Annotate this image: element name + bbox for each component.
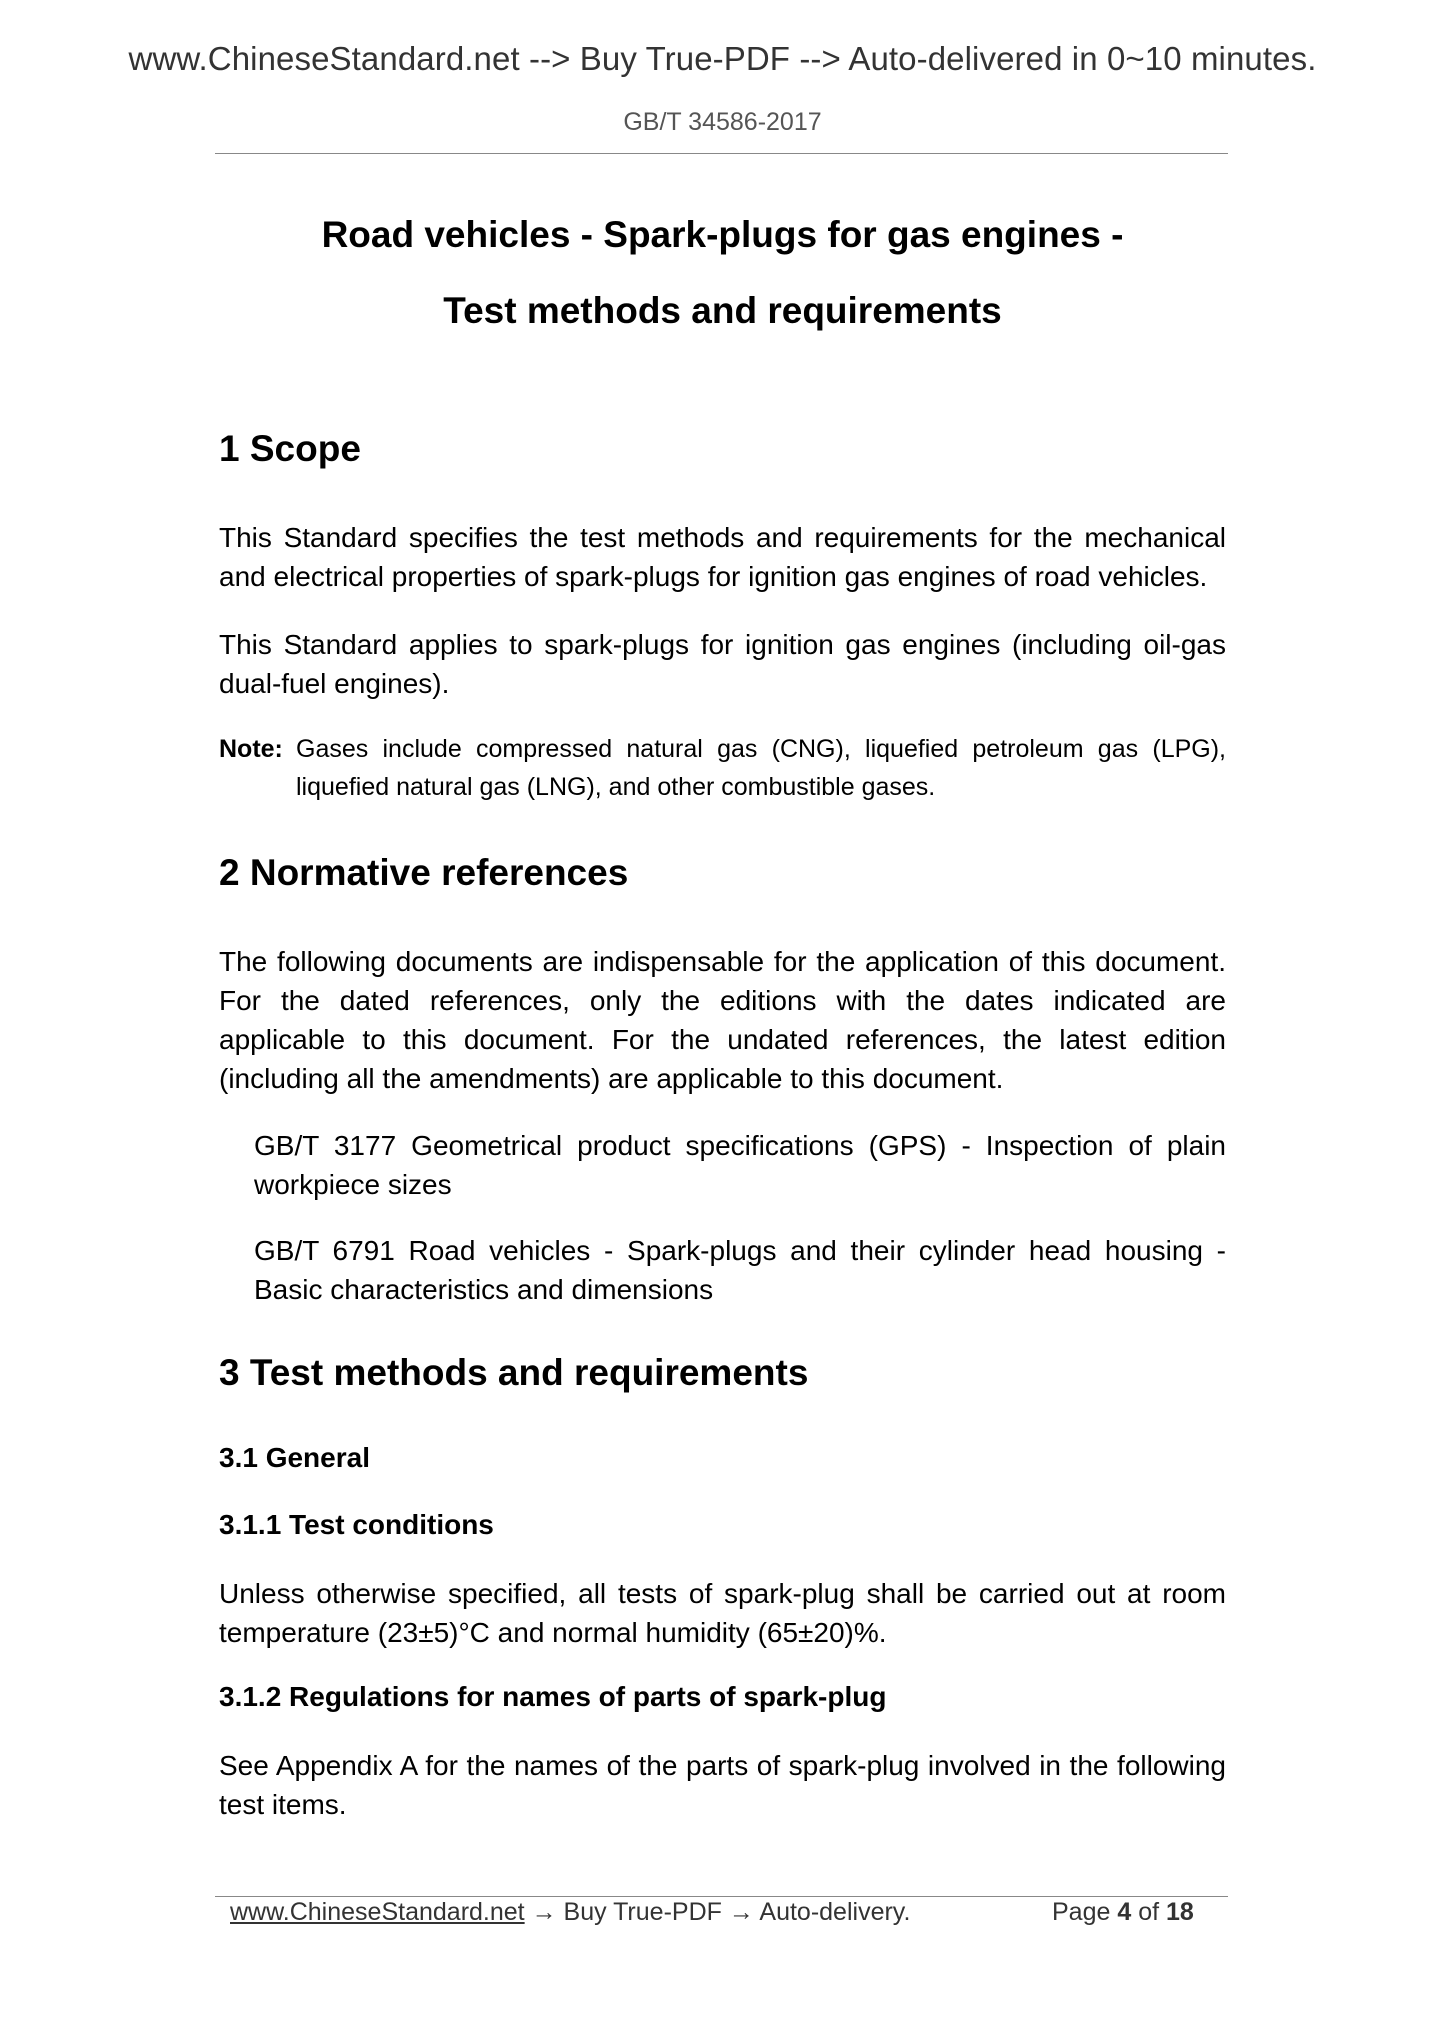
note-text: Gases include compressed natural gas (CNG), liquefied petroleum gas (LPG), liquefied natural gas (LNG), and other combustible gases. <box>296 735 1226 801</box>
title-line-1: Road vehicles - Spark-plugs for gas engines - <box>321 214 1124 255</box>
footer <box>230 1898 1228 1927</box>
banner-text: www.ChineseStandard.net --> Buy True-PDF --> Auto-delivered in 0~10 minutes. <box>128 40 1317 77</box>
references-paragraph: The following documents are indispensable for the application of this document. For the dated references, only the editions with the dates indicated are applicable to this document. For the undated references, the latest edition (including all the amendments) are applicable to this document. <box>219 946 1226 1094</box>
part-names-paragraph: See Appendix A for the names of the parts of spark-plug involved in the following test items. <box>219 1750 1226 1820</box>
heading-3-1-general: 3.1 General <box>219 1442 370 1473</box>
footer-divider <box>215 1896 1228 1897</box>
footer-text: → Buy True-PDF → Auto-delivery. <box>524 1898 911 1926</box>
heading-test-methods: 3 Test methods and requirements <box>219 1352 809 1393</box>
scope-paragraph-2: This Standard applies to spark-plugs for ignition gas engines (including oil-gas dual-fuel engines). <box>219 629 1226 699</box>
heading-3-1-2-part-names: 3.1.2 Regulations for names of parts of spark-plug <box>219 1681 887 1712</box>
page-label: Page <box>1052 1898 1111 1926</box>
title-line-2: Test methods and requirements <box>443 290 1002 331</box>
test-conditions-paragraph: Unless otherwise specified, all tests of spark-plug shall be carried out at room temperature (23±5)°C and normal humidity (65±20)%. <box>219 1578 1226 1648</box>
note-label: Note: <box>219 735 283 763</box>
page-indicator <box>1052 1898 1194 1927</box>
scope-paragraph-1: This Standard specifies the test methods and requirements for the mechanical and electrical properties of spark-plugs for ignition gas engines of road vehicles. <box>219 522 1226 592</box>
heading-scope: 1 Scope <box>219 428 361 469</box>
scope-note <box>219 730 1226 806</box>
heading-3-1-1-test-conditions: 3.1.1 Test conditions <box>219 1509 494 1540</box>
standard-code: GB/T 34586-2017 <box>623 108 822 136</box>
footer-link[interactable]: www.ChineseStandard.net <box>230 1898 525 1926</box>
header-divider <box>215 153 1228 154</box>
heading-normative-references: 2 Normative references <box>219 852 629 893</box>
of-label: of <box>1138 1898 1160 1926</box>
reference-item: GB/T 6791 Road vehicles - Spark-plugs and their cylinder head housing - Basic characteristics and dimensions <box>254 1235 1226 1305</box>
page-number: 4 <box>1117 1898 1132 1926</box>
page-total: 18 <box>1166 1898 1194 1926</box>
reference-item: GB/T 3177 Geometrical product specifications (GPS) - Inspection of plain workpiece sizes <box>254 1130 1226 1200</box>
